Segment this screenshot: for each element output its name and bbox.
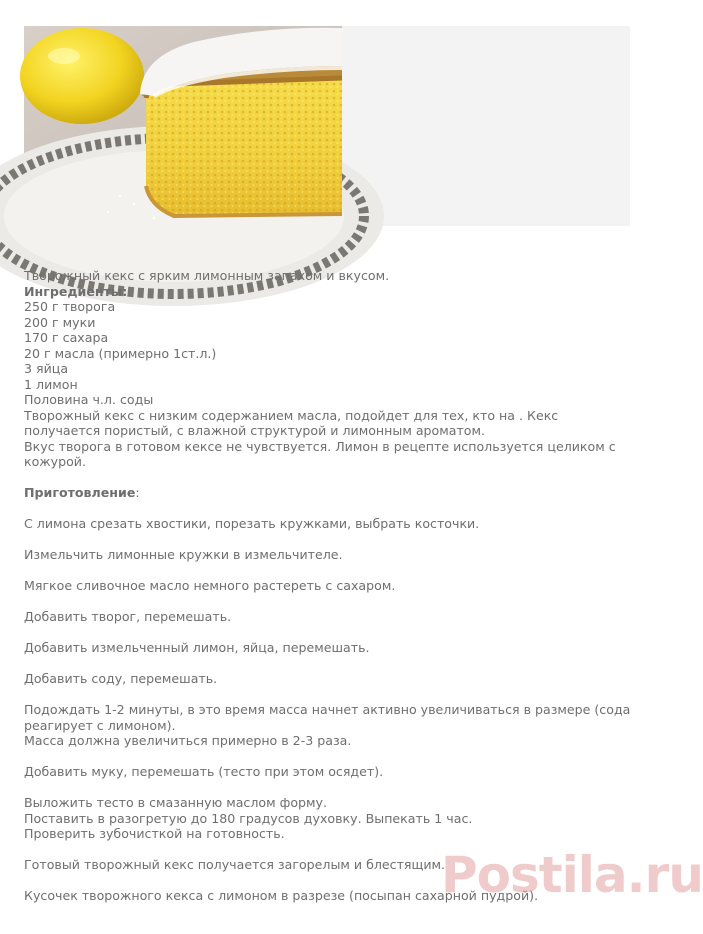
step-text: Выложить тесто в смазанную маслом форму. (24, 795, 328, 810)
ingredient-item: 250 г творога (24, 299, 116, 314)
intro-text: Творожный кекс с ярким лимонным запахом и вкусом. (24, 268, 390, 283)
step-text: Мягкое сливочное масло немного растереть с сахаром. (24, 578, 396, 593)
ingredient-item: 170 г сахара (24, 330, 109, 345)
step-text: Добавить творог, перемешать. (24, 609, 232, 624)
step-text: Подождать 1-2 минуты, в это время масса начнет активно увеличиваться в размере (сода реагирует с лимоном). (24, 702, 631, 733)
ingredients-heading: Ингредиенты: (24, 283, 128, 299)
step-text: Кусочек творожного кекса с лимоном в разрезе (посыпан сахарной пудрой). (24, 888, 539, 903)
cake-photo (24, 26, 342, 226)
photo-strip (24, 26, 630, 226)
preparation-heading: Приготовление (24, 485, 136, 500)
preparation-heading-line (24, 485, 636, 501)
postila-watermark: Postila.ru (441, 846, 703, 904)
step-text: Масса должна увеличиться примерно в 2-3 раза. (24, 733, 352, 748)
ingredient-item: 20 г масла (примерно 1ст.л.) (24, 345, 217, 361)
preparation-colon: : (135, 485, 140, 500)
ingredient-item: 3 яйца (24, 361, 69, 376)
ingredient-item: 1 лимон (24, 376, 78, 392)
step-text: Добавить муку, перемешать (тесто при этом осядет). (24, 764, 384, 779)
description-paragraph: Творожный кекс с низким содержанием масла, подойдет для тех, кто на . Кекс получается пористый, с влажной структурой и лимонным ароматом. (24, 407, 559, 438)
step-text: Проверить зубочисткой на готовность. (24, 826, 285, 841)
ingredient-item: Половина ч.л. соды (24, 392, 154, 407)
step-text: Измельчить лимонные кружки в измельчителе. (24, 547, 343, 562)
recipe-text (24, 268, 636, 904)
step-text: Готовый творожный кекс получается загорелым и блестящим. (24, 857, 446, 872)
step-text: Добавить измельченный лимон, яйца, перемешать. (24, 640, 370, 655)
step-text: Добавить соду, перемешать. (24, 671, 218, 686)
step-text: С лимона срезать хвостики, порезать кружками, выбрать косточки. (24, 516, 480, 531)
step-text: Поставить в разогретую до 180 градусов духовку. Выпекать 1 час. (24, 810, 473, 826)
ingredient-item: 200 г муки (24, 314, 96, 330)
description-paragraph: Вкус творога в готовом кексе не чувствуется. Лимон в рецепте используется целиком с кожурой. (24, 438, 616, 469)
